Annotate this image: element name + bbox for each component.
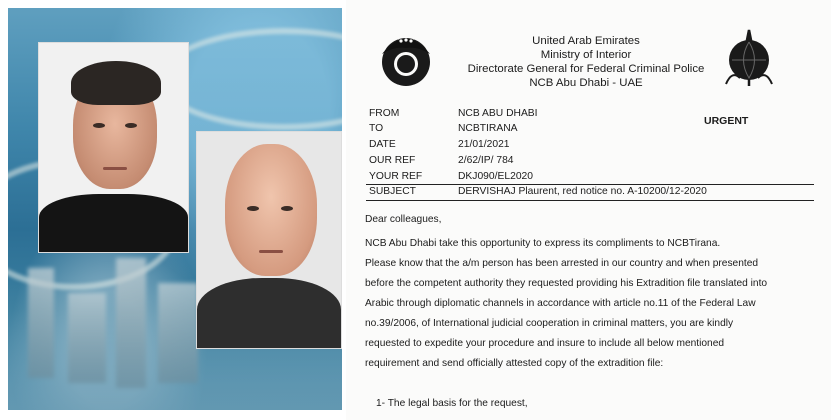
suspect-photo-2: [196, 131, 342, 349]
date-value: 21/01/2021: [458, 139, 510, 150]
header-country: United Arab Emirates: [532, 35, 640, 47]
uae-emblem-icon: [374, 24, 438, 88]
date-label: DATE: [369, 139, 396, 150]
torso: [197, 278, 341, 348]
eye: [281, 206, 293, 211]
eye: [93, 123, 105, 128]
mouth: [103, 167, 127, 170]
header-ministry: Ministry of Interior: [540, 49, 632, 61]
body-line: requested to expedite your procedure and insure to include all below mentioned: [365, 338, 725, 349]
your-ref-label: YOUR REF: [369, 171, 423, 182]
salutation: Dear colleagues,: [365, 214, 442, 225]
face: [225, 144, 317, 276]
header-office: NCB Abu Dhabi - UAE: [529, 77, 643, 89]
subject-value: DERVISHAJ Plaurent, red notice no. A-10200/12-2020: [458, 186, 707, 197]
your-ref-value: DKJ090/EL2020: [458, 171, 533, 182]
divider: [366, 184, 814, 185]
body-line: requirement and send officially attested copy of the extradition file:: [365, 358, 664, 369]
hair: [71, 61, 161, 105]
torso: [39, 194, 188, 252]
body-line: before the competent authority they requested providing his Extradition file translated into: [365, 278, 768, 289]
urgent-label: URGENT: [704, 115, 749, 127]
mouth: [259, 250, 283, 253]
from-label: FROM: [369, 108, 400, 119]
our-ref-label: OUR REF: [369, 155, 416, 166]
header-directorate: Directorate General for Federal Criminal Police: [467, 63, 705, 75]
body-line: Please know that the a/m person has been arrested in our country and when presented: [365, 258, 759, 269]
body-line: Arabic through diplomatic channels in accordance with article no.11 of the Federal Law: [365, 298, 756, 309]
official-letter: [346, 0, 831, 420]
to-label: TO: [369, 123, 384, 134]
our-ref-value: 2/62/IP/ 784: [458, 155, 514, 166]
body-line: NCB Abu Dhabi take this opportunity to express its compliments to NCBTirana.: [365, 238, 721, 249]
list-item: 1- The legal basis for the request,: [376, 398, 528, 409]
divider: [366, 200, 814, 201]
from-value: NCB ABU DHABI: [458, 108, 538, 119]
eye: [125, 123, 137, 128]
to-value: NCBTIRANA: [458, 123, 518, 134]
subject-label: SUBJECT: [369, 186, 416, 197]
suspect-photo-1: [38, 42, 189, 253]
eye: [247, 206, 259, 211]
interpol-emblem-icon: [720, 26, 778, 90]
body-line: no.39/2006, of International judicial cooperation in criminal matters, you are kindly: [365, 318, 734, 329]
